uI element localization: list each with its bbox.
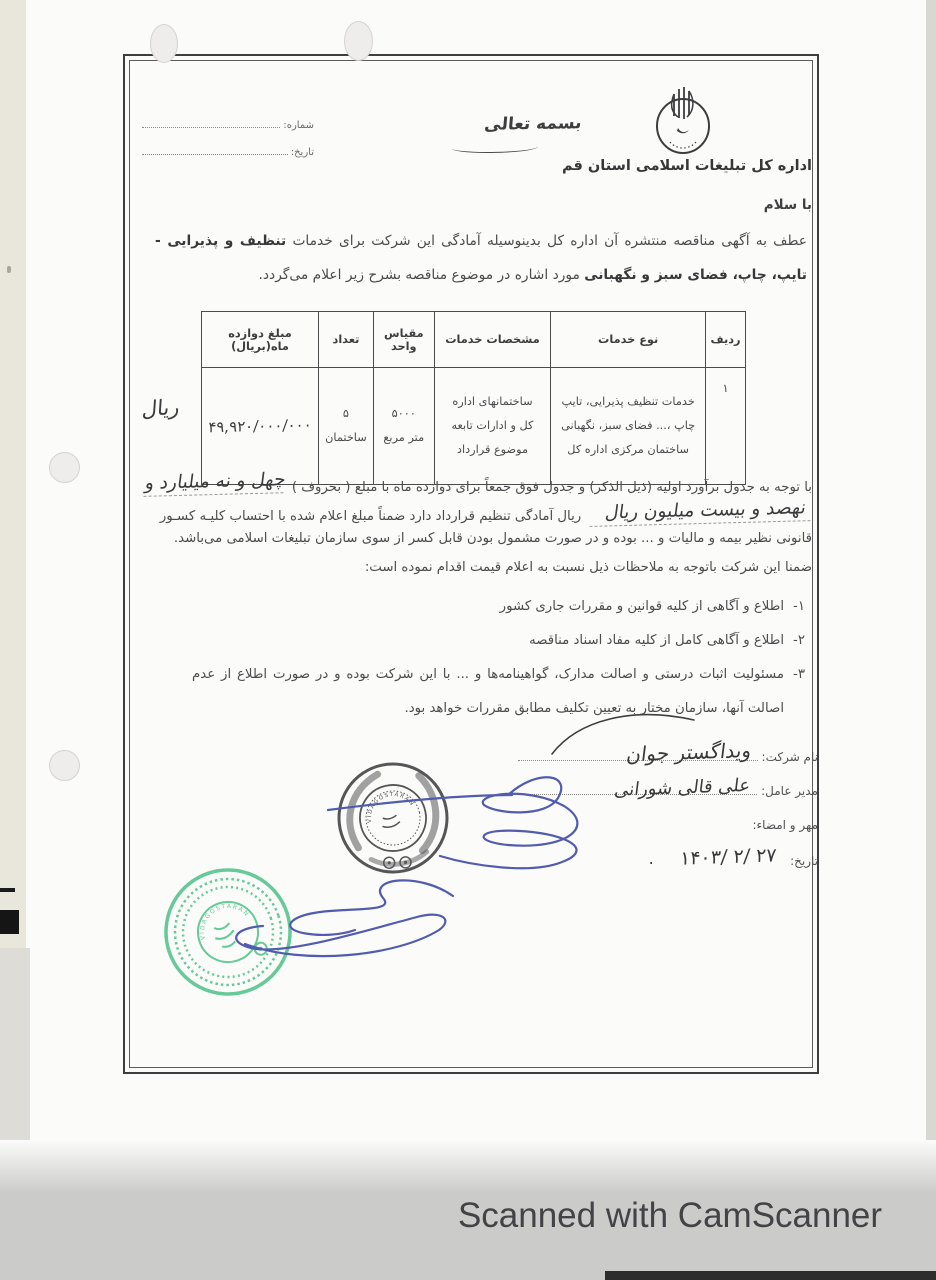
scan-gradient: [0, 1140, 936, 1192]
list-item: ۳- مسئولیت اثبات درستی و اصالت مدارک، گواهینامه‌ها و ... با این شرکت بوده و در صورت اطلاع از عدم اصالت آنها، سازمان مختار به تعیین تکلیف مطابق مقررات خواهد بود.: [192, 666, 805, 716]
cell-index: ۱: [706, 368, 746, 485]
secondary-signature: [205, 868, 460, 980]
number-label: شماره:: [283, 120, 314, 131]
ceo-signature: [320, 762, 610, 880]
camscanner-watermark: Scanned with CamScanner: [457, 1196, 883, 1235]
col-header-unit-scale: مقیاس واحد: [373, 312, 434, 368]
seal-arc-text: VIDAGOSTARAN: [198, 902, 251, 941]
body-line2-typed: ریال آمادگی تنظیم قرارداد دارد ضمناً مبلغ اعلام شده با احتساب کلیـه کسـور: [159, 509, 582, 524]
scan-artifact-bottom-bar: [605, 1271, 936, 1280]
list-item: ۲- اطلاع و آگاهی کامل از کلیه مفاد اسناد مناقصه: [529, 632, 805, 648]
punch-hole: [344, 21, 373, 61]
col-header-index: ردیف: [706, 312, 746, 368]
signature-date-label: تاریخ:: [790, 854, 818, 868]
scan-artifact-speck: [7, 266, 11, 273]
handwritten-rial: ریال: [141, 394, 181, 422]
body-paragraph: [146, 466, 812, 583]
intro-part1: عطف به آگهی مناقصه منتشره آن اداره کل بدینوسیله آمادگی این شرکت برای خدمات: [286, 233, 808, 249]
organization-title: اداره کل تبلیغات اسلامی استان قم: [561, 158, 812, 174]
handwritten-date-dot: .: [648, 849, 654, 868]
col-header-count: تعداد: [318, 312, 373, 368]
date-blank-line: [142, 154, 288, 155]
scan-artifact-mark: [0, 888, 15, 892]
tender-services-table: [201, 311, 746, 485]
handwritten-company-name: ویداگستر جوان: [624, 737, 753, 767]
handwritten-ceo-name: علی قالی شورانی: [613, 774, 752, 801]
seal-arc-text: VIDAGOSTARAN: [366, 791, 416, 824]
letterhead-number-date: [142, 104, 314, 158]
conditions-list: [160, 590, 805, 726]
ceo-label: مدیر عامل:: [761, 784, 818, 798]
intro-bold-services: تنظیف و پذیرایی - تایپ، چاپ، فضای سبز و نگهبانی: [155, 233, 807, 284]
allah-emblem-logo-icon: [648, 84, 718, 164]
punch-hole: [49, 750, 80, 781]
table-header-row: [202, 312, 746, 368]
handwriting-flourish: [548, 700, 698, 758]
bismillah-calligraphy: بسمه تعالی: [483, 113, 583, 135]
body-line1-typed: با توجه به جدول برآورد اولیه (ذیل الذکر) و جدول فوق جمعاً برای دوازده ماه با مبلغ ( بحروف ): [291, 480, 812, 495]
company-name-label: نام شرکت:: [761, 750, 818, 764]
scan-artifact-mark: [0, 910, 19, 934]
scan-edge-right: [926, 0, 936, 1180]
intro-part3: مورد اشاره در موضوع مناقصه بشرح زیر اعلام می‌گردد.: [258, 267, 585, 284]
punch-hole: [49, 452, 80, 483]
cell-service-spec: ساختمانهای اداره کل و ادارات تابعه موضوع قرارداد: [434, 368, 551, 485]
body-line3: قانونی نظیر بیمه و مالیات و ... بوده و در صورت مشمول بودن قابل کسر از سوی سازمان تبلیغات اسلامی می‌باشد.: [173, 531, 812, 546]
greeting-line: با سلام: [763, 197, 812, 213]
cell-count: ۵ ساختمان: [318, 368, 373, 485]
list-item: ۱- اطلاع و آگاهی از کلیه قوانین و مقررات جاری کشور: [499, 599, 805, 614]
body-line4: ضمنا این شرکت باتوجه به ملاحظات ذیل نسبت به اعلام قیمت اقدام نموده است:: [364, 560, 812, 576]
punch-hole: [150, 24, 178, 63]
cell-service-type: خدمات تنظیف پذیرایی، تایپ چاپ ،... فضای سبز، نگهبانی ساختمان مرکزی اداره کل: [551, 368, 706, 485]
handwritten-date: ۲۷ /۲ /۱۴۰۳: [678, 844, 777, 870]
handwritten-amount-words-2: نهصد و بیست میلیون ریال: [590, 497, 814, 527]
intro-paragraph: [155, 224, 807, 293]
handwritten-amount: ۴۹,۹۲۰/۰۰۰/۰۰۰: [207, 415, 313, 437]
cell-unit-scale: ۵۰۰۰ متر مربع: [373, 368, 434, 485]
number-blank-line: [142, 127, 280, 128]
date-label: تاریخ:: [290, 147, 314, 158]
seal-signature-label: مهر و امضاء:: [752, 818, 818, 832]
handwritten-amount-words-1: چهل و نه میلیارد و: [144, 469, 288, 497]
col-header-service-spec: مشخصات خدمات: [434, 312, 551, 368]
scan-edge-left-lower: [0, 948, 30, 1150]
col-header-service-type: نوع خدمات: [551, 312, 706, 368]
col-header-amount: مبلغ دوازده ماه(بریال): [202, 312, 319, 368]
